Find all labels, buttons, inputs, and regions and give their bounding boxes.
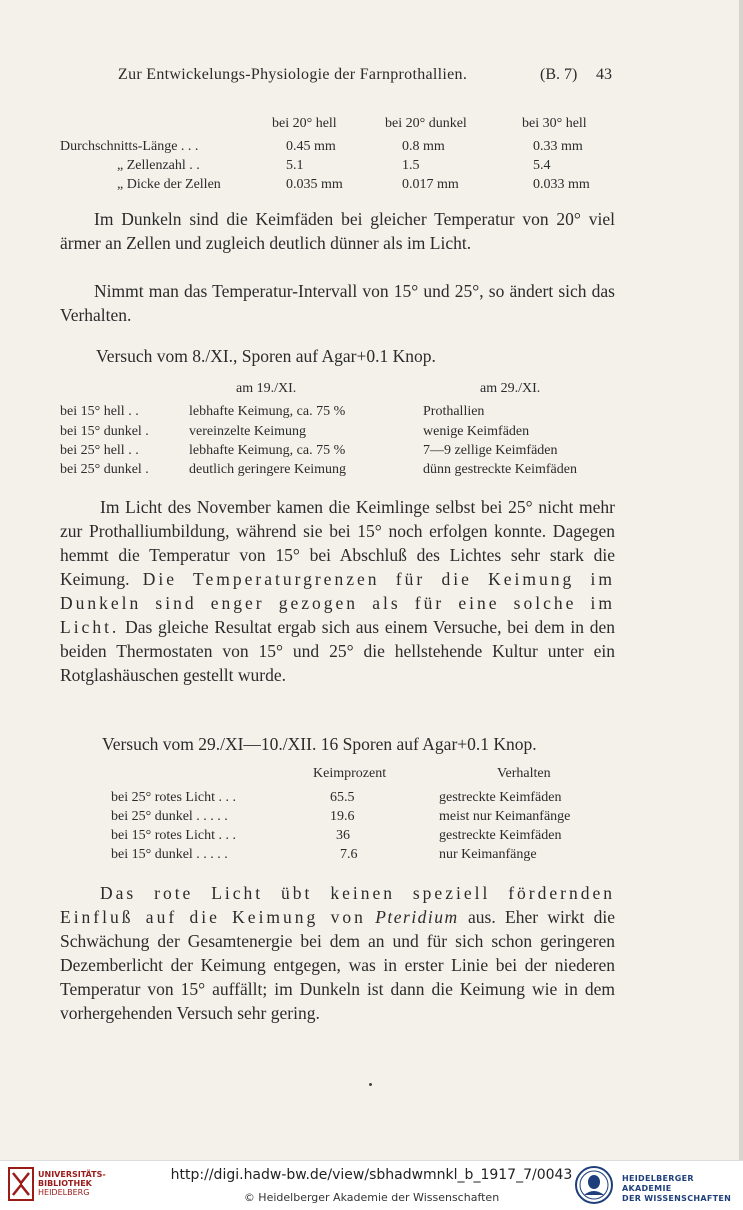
experiment2-row-label: bei 15° rotes Licht . . . <box>111 828 236 843</box>
experiment1-cell: dünn gestreckte Keimfäden <box>423 462 577 477</box>
table1-col-header: bei 30° hell <box>522 116 587 131</box>
experiment1-row-label: bei 15° hell . . <box>60 404 139 419</box>
experiment2-cell: 7.6 <box>340 847 358 862</box>
copyright-notice: © Heidelberger Akademie der Wissenschaften <box>243 1191 500 1204</box>
experiment2-row-label: bei 25° dunkel . . . . . <box>111 809 228 824</box>
experiment1-col-header: am 29./XI. <box>480 381 541 396</box>
table1-cell: 0.035 mm <box>286 177 343 192</box>
experiment1-row-label: bei 25° hell . . <box>60 443 139 458</box>
experiment2-cell: nur Keimanfänge <box>439 847 537 862</box>
academy-name-line: HEIDELBERGER AKADEMIE <box>622 1174 694 1193</box>
table1-cell: 0.017 mm <box>402 177 459 192</box>
table1-row-label: „ Zellenzahl . . <box>117 158 200 173</box>
table1-cell: 0.8 mm <box>402 139 445 154</box>
experiment2-row-label: bei 25° rotes Licht . . . <box>111 790 236 805</box>
experiment1-cell: lebhafte Keimung, ca. 75 % <box>189 443 346 458</box>
experiment2-cell: 19.6 <box>330 809 355 824</box>
experiment1-row-label: bei 15° dunkel . <box>60 424 149 439</box>
library-name-line: BIBLIOTHEK <box>38 1179 92 1188</box>
experiment2-row-label: bei 15° dunkel . . . . . <box>111 847 228 862</box>
experiment1-cell: lebhafte Keimung, ca. 75 % <box>189 404 346 419</box>
experiment1-cell: 7—9 zellige Keimfäden <box>423 443 558 458</box>
table1-cell: 0.033 mm <box>533 177 590 192</box>
experiment1-cell: wenige Keimfäden <box>423 424 530 439</box>
experiment2-cell: gestreckte Keimfäden <box>439 790 562 805</box>
table1-col-header: bei 20° hell <box>272 116 337 131</box>
table1-cell: 0.33 mm <box>533 139 583 154</box>
experiment1-col-header: am 19./XI. <box>236 381 297 396</box>
table1-cell: 5.4 <box>533 158 551 173</box>
experiment2-cell: 65.5 <box>330 790 355 805</box>
experiment2-col-header: Verhalten <box>497 766 551 781</box>
experiment1-cell: deutlich geringere Keimung <box>189 462 347 477</box>
paragraph-2: Nimmt man das Temperatur-Intervall von 15° und 25°, so ändert sich das Verhalten. <box>60 281 615 325</box>
experiment2-cell: 36 <box>336 828 350 843</box>
table1-row-label: Durchschnitts-Länge . . . <box>60 139 199 154</box>
permalink[interactable]: http://digi.hadw-bw.de/view/sbhadwmnkl_b_1917_7/0043 <box>170 1167 573 1183</box>
paragraph-4-emphasis: Das rote Licht übt keinen speziell fördernden Einfluß auf die Keimung von <box>60 883 615 927</box>
table1-cell: 1.5 <box>402 158 420 173</box>
paragraph-3-text-end: Das gleiche Resultat ergab sich aus einem Versuche, bei dem in den beiden Thermostaten von 15° und 25° die hellstehende Kultur unter ein Rotglashäuschen gestellt wurde. <box>60 617 615 685</box>
library-name-line: HEIDELBERG <box>38 1188 90 1197</box>
paragraph-1: Im Dunkeln sind die Keimfäden bei gleicher Temperatur von 20° viel ärmer an Zellen und zugleich deutlich dünner als im Licht. <box>60 209 615 253</box>
academy-seal-icon[interactable] <box>574 1165 614 1210</box>
running-title: Zur Entwickelungs-Physiologie der Farnprothallien. <box>118 66 468 83</box>
page-edge <box>739 0 743 1160</box>
species-name: Pteridium <box>375 907 459 927</box>
table1-row-label: „ Dicke der Zellen <box>117 177 221 192</box>
page-mark <box>369 1083 372 1086</box>
footer-bar <box>0 1160 743 1210</box>
paragraph-3 <box>60 495 615 687</box>
page-number: 43 <box>596 66 612 83</box>
experiment1-cell: Prothallien <box>423 404 485 419</box>
paragraph-3-emphasis: Die Temperaturgrenzen für die Keimung im Dunkeln sind enger gezogen als für eine solche im Licht. <box>60 569 615 637</box>
table1-cell: 0.45 mm <box>286 139 336 154</box>
experiment2-col-header: Keimprozent <box>313 766 387 781</box>
table1-cell: 5.1 <box>286 158 304 173</box>
academy-name-line: DER WISSENSCHAFTEN <box>622 1194 732 1203</box>
section-ref: (B. 7) <box>540 66 578 83</box>
experiment1-row-label: bei 25° dunkel . <box>60 462 149 477</box>
paragraph-3-text: Im Licht des November kamen die Keimlinge selbst bei 25° nicht mehr zur Prothalliumbildung, während sie bei 15° noch erfolgen konnte. Dagegen hemmt die Temperatur von 15° bei Abschluß des Lichtes sehr stark die Keimung. <box>60 497 615 589</box>
paragraph-4-text: aus. Eher wirkt die Schwächung der Gesamtenergie bei dem an und für sich schon geringeren Dezemberlicht der Keimung entgegen, was in erster Linie bei der niederen Temperatur von 15° auffällt; im Dunkeln ist dann die Keimung wie in dem vorhergehenden Versuch sehr gering. <box>60 907 616 1023</box>
library-name-line: UNIVERSITÄTS- <box>38 1170 106 1179</box>
paragraph-4 <box>60 881 615 1025</box>
experiment2-cell: gestreckte Keimfäden <box>439 828 562 843</box>
table1-col-header: bei 20° dunkel <box>385 116 467 131</box>
academy-name <box>622 1174 743 1204</box>
experiment2-cell: meist nur Keimanfänge <box>439 809 571 824</box>
experiment1-cell: vereinzelte Keimung <box>189 424 307 439</box>
experiment1-heading: Versuch vom 8./XI., Sporen auf Agar+0.1 Knop. <box>96 346 436 366</box>
experiment2-heading: Versuch vom 29./XI—10./XII. 16 Sporen auf Agar+0.1 Knop. <box>102 734 537 754</box>
